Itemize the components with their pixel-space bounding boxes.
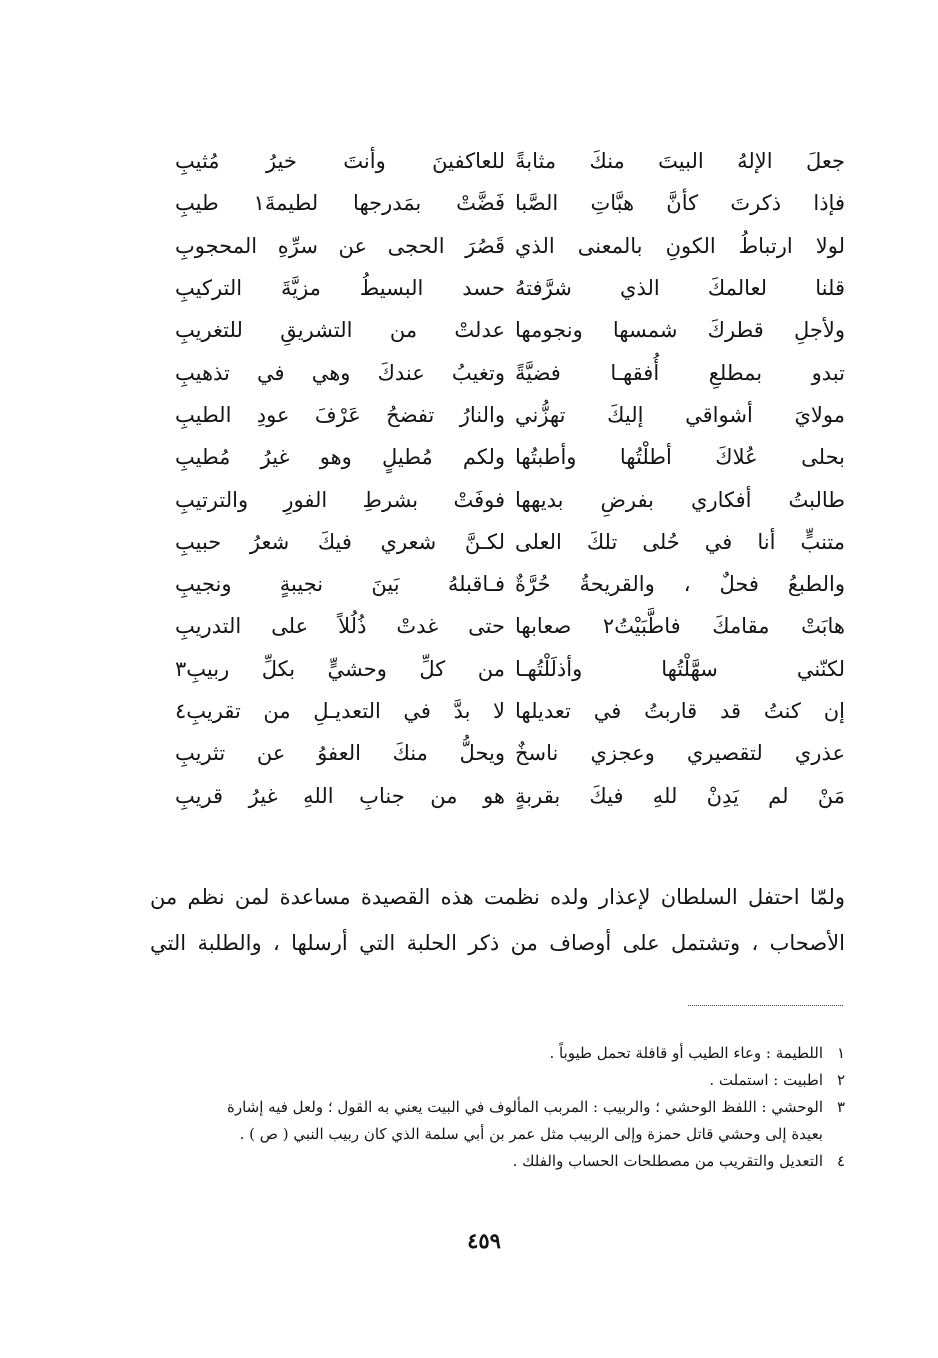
verse-first-hemistich: متنبٍّ أنا في حُلى تلكَ العلى — [515, 529, 845, 554]
prose-line: الأصحاب ، وتشتمل على أوصاف من ذكر الحلبة التي أرسلها ، والطلبة التي — [150, 931, 845, 955]
poem-verse — [175, 690, 845, 732]
footnote — [150, 1148, 845, 1175]
footnote-text: التعديل والتقريب من مصطلحات الحساب والفلك . — [512, 1152, 823, 1170]
poem-verse — [175, 648, 845, 690]
verse-second-hemistich: من كلِّ وحشيٍّ بكلِّ ربيبِ٣ — [175, 656, 505, 681]
footnote-continuation: بعيدة إلى وحشي قاتل حمزة وإلى الربيب مثل عمر بن أبي سلمة الذي كان ربيب النبي ( ص ) . — [239, 1125, 823, 1143]
footnote — [150, 1040, 845, 1067]
poem-verse — [175, 732, 845, 774]
footnote-separator — [688, 1005, 843, 1006]
verse-first-hemistich: فإذا ذكرتَ كأنَّ هبَّاتِ الصَّبا — [515, 191, 845, 216]
verse-first-hemistich: قلنا لعالمكَ الذي شرَّفتهُ — [515, 276, 845, 301]
page-number: ٤٥٩ — [467, 1228, 501, 1253]
footnote — [150, 1067, 845, 1094]
poem-verse — [175, 605, 845, 647]
poem-verse — [175, 521, 845, 563]
verse-second-hemistich: حتى غدتْ ذُلُلاً على التدريبِ — [175, 614, 505, 639]
verse-first-hemistich: مَنْ لم يَدِنْ للهِ فيكَ بقربةٍ — [515, 783, 845, 808]
poem — [175, 140, 845, 817]
verse-first-hemistich: مولايَ أشواقي إليكَ تهزُّني — [515, 402, 845, 427]
footnote-number: ٤ — [836, 1152, 845, 1170]
poem-verse — [175, 309, 845, 351]
poem-verse — [175, 394, 845, 436]
footnote-text: اطبيت : استملت . — [709, 1071, 823, 1089]
poem-verse — [175, 140, 845, 182]
verse-second-hemistich: ويحلُّ منكَ العفوُ عن تثريبِ — [175, 741, 505, 766]
verse-first-hemistich: لكنّني سهَّلْتُها وأذلَلْتُهـا — [515, 656, 845, 681]
footnote-text: اللطيمة : وعاء الطيب أو قافلة تحمل طيوباً . — [549, 1044, 823, 1062]
poem-verse — [175, 478, 845, 520]
verse-first-hemistich: ولأجلِ قطركَ شمسها ونجومها — [515, 318, 845, 343]
verse-first-hemistich: تبدو بمطلعِ أُفقهـا فضيَّةً — [515, 360, 845, 385]
verse-first-hemistich: والطبعُ فحلٌ ، والقريحةُ حُرَّةٌ — [515, 572, 845, 597]
footnote — [150, 1094, 845, 1121]
poem-verse — [175, 182, 845, 224]
verse-first-hemistich: طالبتُ أفكاري بفرضِ بديهها — [515, 487, 845, 512]
poem-verse — [175, 436, 845, 478]
verse-second-hemistich: لكـنَّ شعري فيكَ شعرُ حبيبِ — [175, 529, 505, 554]
footnote-number: ٢ — [836, 1071, 845, 1089]
verse-first-hemistich: جعلَ الإلهُ البيتَ منكَ مثابةً — [515, 149, 845, 174]
poem-verse — [175, 774, 845, 816]
poem-verse — [175, 267, 845, 309]
verse-second-hemistich: هو من جنابِ اللهِ غيرُ قريبِ — [175, 783, 505, 808]
poem-verse — [175, 225, 845, 267]
prose-paragraph — [150, 874, 845, 966]
verse-first-hemistich: هابَتْ مقامكَ فاطَّبَيْتُ٢ صعابها — [515, 614, 845, 639]
verse-second-hemistich: فَضَّتْ بمَدرجها لطيمةَ١ طيبِ — [175, 191, 505, 216]
verse-first-hemistich: بحلى عُلاكَ أطلْتُها وأطبتُها — [515, 445, 845, 470]
footnotes — [150, 1040, 845, 1175]
verse-second-hemistich: والنارُ تفضحُ عَرْفَ عودِ الطيبِ — [175, 402, 505, 427]
verse-first-hemistich: إن كنتُ قد قاربتُ في تعديلها — [515, 699, 845, 723]
verse-second-hemistich: حسد البسيطُ مزيَّةَ التركيبِ — [175, 276, 505, 301]
verse-second-hemistich: للعاكفينَ وأنتَ خيرُ مُثيبِ — [175, 149, 505, 174]
verse-second-hemistich: وتغيبُ عندكَ وهي في تذهيبِ — [175, 360, 505, 385]
poem-verse — [175, 351, 845, 393]
verse-second-hemistich: عدلتْ من التشريقِ للتغريبِ — [175, 318, 505, 343]
verse-first-hemistich: عذري لتقصيري وعجزي ناسخٌ — [515, 741, 845, 766]
poem-verse — [175, 563, 845, 605]
verse-second-hemistich: فوفَتْ بشرطِ الفورِ والترتيبِ — [175, 487, 505, 512]
prose-line: ولمّا احتفل السلطان لإعذار ولده نظمت هذه القصيدة مساعدة لمن نظم من — [150, 885, 845, 909]
verse-second-hemistich: لا بدَّ في التعديـلِ من تقريبِ٤ — [175, 699, 505, 723]
footnote-text: الوحشي : اللفظ الوحشي ؛ والربيب : المربب المألوف في البيت يعني به القول ؛ ولعل فيه إشارة — [226, 1098, 823, 1116]
verse-first-hemistich: لولا ارتباطُ الكونِ بالمعنى الذي — [515, 233, 845, 258]
verse-second-hemistich: ولكم مُطيلٍ وهو غيرُ مُطيبِ — [175, 445, 505, 470]
footnote-number: ٣ — [836, 1098, 845, 1116]
footnote-number: ١ — [836, 1044, 845, 1062]
verse-second-hemistich: قَصُرَ الحجى عن سرِّهِ المحجوبِ — [175, 233, 505, 258]
verse-second-hemistich: فـاقبلهُ بَينَ نجيبةٍ ونجيبِ — [175, 572, 505, 597]
